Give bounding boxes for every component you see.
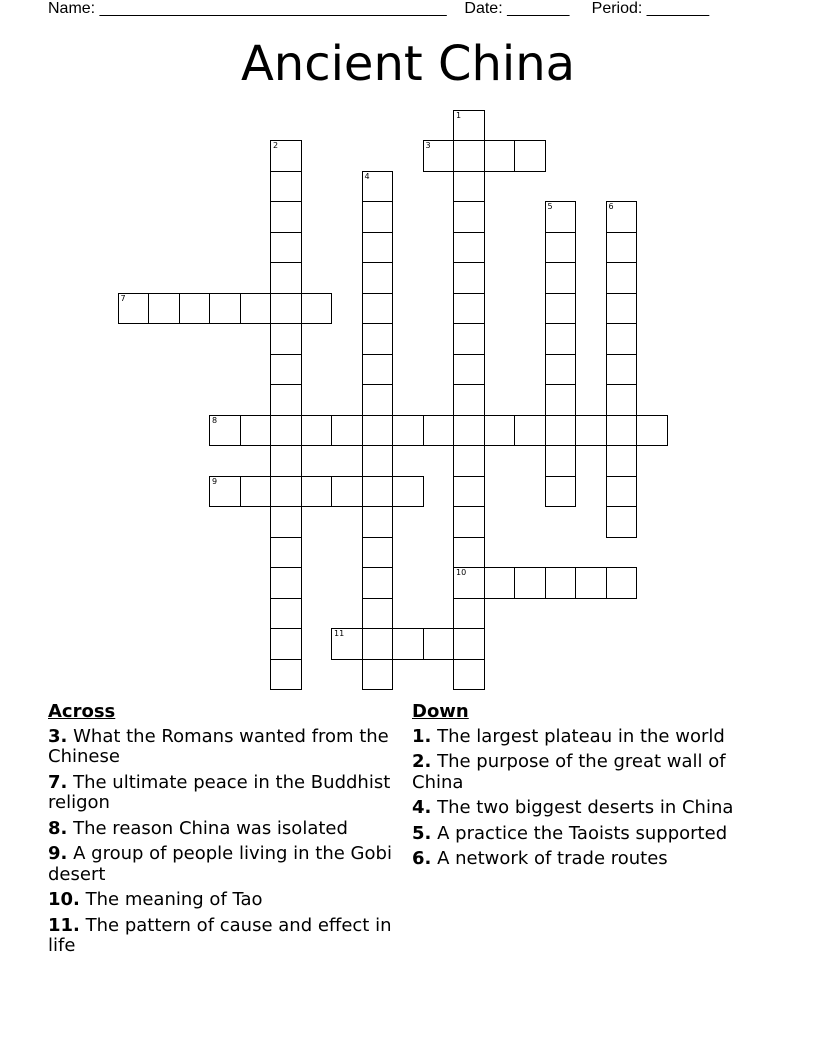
- across-heading: Across: [48, 701, 116, 722]
- crossword-cell[interactable]: [301, 476, 333, 508]
- across-clue: [48, 844, 400, 885]
- clue-number: 8.: [48, 817, 68, 839]
- crossword-cell[interactable]: [453, 354, 485, 386]
- name-field[interactable]: _______________________________________: [99, 0, 447, 17]
- crossword-cell[interactable]: [453, 384, 485, 416]
- crossword-cell[interactable]: [606, 262, 638, 294]
- crossword-cell[interactable]: [453, 171, 485, 203]
- crossword-cell[interactable]: [453, 110, 485, 142]
- clue-number: 2.: [412, 751, 432, 772]
- crossword-cell[interactable]: [484, 140, 516, 172]
- crossword-cell[interactable]: [362, 476, 394, 508]
- crossword-cell[interactable]: [453, 659, 485, 691]
- across-clue: [48, 890, 400, 911]
- crossword-cell[interactable]: [453, 140, 485, 172]
- cell-number: 2: [273, 141, 279, 150]
- crossword-cell[interactable]: [575, 415, 607, 447]
- crossword-cell[interactable]: [606, 354, 638, 386]
- crossword-cell[interactable]: [118, 293, 150, 325]
- crossword-cell[interactable]: [362, 537, 394, 569]
- crossword-cell[interactable]: [362, 659, 394, 691]
- crossword-cell[interactable]: [453, 476, 485, 508]
- crossword-cell[interactable]: [270, 323, 302, 355]
- crossword-cell[interactable]: [453, 262, 485, 294]
- clue-text: The meaning of Tao: [85, 889, 263, 910]
- crossword-cell[interactable]: [270, 476, 302, 508]
- crossword-cell[interactable]: [270, 201, 302, 233]
- crossword-cell[interactable]: [545, 415, 577, 447]
- crossword-cell[interactable]: [240, 293, 272, 325]
- crossword-cell[interactable]: [270, 140, 302, 172]
- crossword-cell[interactable]: [606, 293, 638, 325]
- down-clue: [412, 849, 742, 870]
- crossword-cell[interactable]: [331, 415, 363, 447]
- clue-text: A network of trade routes: [437, 848, 668, 869]
- date-field[interactable]: _______: [507, 0, 570, 17]
- crossword-cell[interactable]: [606, 415, 638, 447]
- page-title: Ancient China: [240, 36, 576, 92]
- crossword-cell[interactable]: [606, 476, 638, 508]
- crossword-cell[interactable]: [453, 567, 485, 599]
- name-label: Name:: [48, 0, 96, 17]
- crossword-cell[interactable]: [423, 140, 455, 172]
- crossword-cell[interactable]: [423, 415, 455, 447]
- down-heading: Down: [412, 701, 469, 722]
- crossword-cell[interactable]: [362, 354, 394, 386]
- crossword-cell[interactable]: [240, 415, 272, 447]
- crossword-cell[interactable]: [453, 598, 485, 630]
- clue-text: The pattern of cause and effect in life: [48, 914, 392, 956]
- crossword-cell[interactable]: [453, 201, 485, 233]
- crossword-cell[interactable]: [514, 140, 546, 172]
- cell-number: 5: [547, 202, 553, 211]
- crossword-cell[interactable]: [392, 628, 424, 660]
- crossword-cell[interactable]: [453, 628, 485, 660]
- crossword-cell[interactable]: [301, 293, 333, 325]
- crossword-cell[interactable]: [392, 476, 424, 508]
- across-clue: [48, 773, 400, 814]
- cell-number: 6: [608, 202, 614, 211]
- crossword-cell[interactable]: [545, 232, 577, 264]
- down-clue: [412, 824, 742, 845]
- crossword-cell[interactable]: [484, 415, 516, 447]
- crossword-cell[interactable]: [362, 445, 394, 477]
- crossword-cell[interactable]: [545, 354, 577, 386]
- crossword-cell[interactable]: [148, 293, 180, 325]
- crossword-cell[interactable]: [545, 323, 577, 355]
- clue-text: The ultimate peace in the Buddhist religon: [48, 771, 391, 813]
- crossword-cell[interactable]: [362, 171, 394, 203]
- clue-number: 1.: [412, 725, 432, 747]
- clue-number: 7.: [48, 771, 68, 793]
- crossword-cell[interactable]: [606, 323, 638, 355]
- crossword-cell[interactable]: [209, 293, 241, 325]
- crossword-cell[interactable]: [453, 293, 485, 325]
- crossword-cell[interactable]: [362, 323, 394, 355]
- crossword-cell[interactable]: [362, 384, 394, 416]
- clue-number: 5.: [412, 822, 432, 844]
- crossword-cell[interactable]: [270, 598, 302, 630]
- clue-number: 11.: [48, 914, 80, 936]
- cell-number: 11: [334, 629, 345, 638]
- down-clues: [412, 702, 742, 875]
- clue-text: The two biggest deserts in China: [437, 797, 734, 818]
- crossword-cell[interactable]: [606, 201, 638, 233]
- crossword-cell[interactable]: [362, 293, 394, 325]
- cell-number: 8: [212, 415, 218, 425]
- across-clue: [48, 819, 400, 840]
- crossword-cell[interactable]: [270, 445, 302, 477]
- crossword-cell[interactable]: [514, 567, 546, 599]
- crossword-cell[interactable]: [606, 506, 638, 538]
- crossword-cell[interactable]: [453, 506, 485, 538]
- crossword-cell[interactable]: [453, 232, 485, 264]
- down-clue: [412, 727, 742, 748]
- crossword-cell[interactable]: [392, 415, 424, 447]
- crossword-cell[interactable]: [362, 262, 394, 294]
- cell-number: 7: [120, 293, 126, 303]
- across-clues: [48, 702, 400, 962]
- crossword-cell[interactable]: [453, 445, 485, 477]
- clue-text: What the Romans wanted from the Chinese: [48, 725, 389, 767]
- crossword-cell[interactable]: [270, 262, 302, 294]
- crossword-cell[interactable]: [606, 232, 638, 264]
- crossword-cell[interactable]: [606, 567, 638, 599]
- clue-text: The largest plateau in the world: [437, 725, 725, 747]
- cell-number: 9: [212, 476, 218, 486]
- period-label: Period:: [591, 0, 643, 17]
- crossword-cell[interactable]: [362, 506, 394, 538]
- crossword-cell[interactable]: [270, 354, 302, 386]
- crossword-cell[interactable]: [331, 476, 363, 508]
- crossword-cell[interactable]: [423, 628, 455, 660]
- clue-text: The purpose of the great wall of China: [412, 751, 726, 793]
- crossword-cell[interactable]: [606, 445, 638, 477]
- crossword-cell[interactable]: [545, 201, 577, 233]
- crossword-cell[interactable]: [270, 628, 302, 660]
- crossword-cell[interactable]: [545, 567, 577, 599]
- crossword-cell[interactable]: [453, 537, 485, 569]
- crossword-cell[interactable]: [270, 506, 302, 538]
- crossword-cell[interactable]: [362, 232, 394, 264]
- clue-number: 10.: [48, 889, 80, 910]
- clue-number: 3.: [48, 725, 68, 747]
- crossword-cell[interactable]: [545, 445, 577, 477]
- crossword-cell[interactable]: [270, 293, 302, 325]
- crossword-cell[interactable]: [484, 567, 516, 599]
- crossword-cell[interactable]: [545, 262, 577, 294]
- crossword-cell[interactable]: [270, 415, 302, 447]
- clue-number: 9.: [48, 843, 68, 864]
- crossword-cell[interactable]: [301, 415, 333, 447]
- crossword-cell[interactable]: [606, 384, 638, 416]
- clue-text: A practice the Taoists supported: [437, 822, 728, 844]
- down-clue: [412, 752, 742, 793]
- clue-text: The reason China was isolated: [73, 817, 348, 839]
- crossword-cell[interactable]: [545, 384, 577, 416]
- crossword-cell[interactable]: [514, 415, 546, 447]
- crossword-cell[interactable]: [362, 598, 394, 630]
- crossword-cell[interactable]: [270, 171, 302, 203]
- crossword-cell[interactable]: [362, 628, 394, 660]
- cell-number: 4: [364, 171, 370, 181]
- crossword-cell[interactable]: [270, 659, 302, 691]
- cell-number: 3: [425, 141, 431, 150]
- crossword-cell[interactable]: [331, 628, 363, 660]
- crossword-cell[interactable]: [545, 476, 577, 508]
- clue-number: 4.: [412, 797, 432, 818]
- crossword-cell[interactable]: [453, 323, 485, 355]
- crossword-cell[interactable]: [362, 567, 394, 599]
- across-clue: [48, 727, 400, 768]
- crossword-cell[interactable]: [240, 476, 272, 508]
- crossword-cell[interactable]: [270, 232, 302, 264]
- crossword-cell[interactable]: [362, 201, 394, 233]
- crossword-cell[interactable]: [179, 293, 211, 325]
- crossword-cell[interactable]: [575, 567, 607, 599]
- date-label: Date:: [464, 0, 503, 17]
- down-clue: [412, 798, 742, 819]
- crossword-cell[interactable]: [453, 415, 485, 447]
- crossword-cell[interactable]: [209, 415, 241, 447]
- crossword-cell[interactable]: [209, 476, 241, 508]
- across-clue: [48, 916, 400, 957]
- clue-number: 6.: [412, 848, 432, 869]
- clue-text: A group of people living in the Gobi desert: [48, 843, 392, 885]
- period-field[interactable]: _______: [646, 0, 710, 17]
- crossword-cell[interactable]: [362, 415, 394, 447]
- crossword-cell[interactable]: [270, 384, 302, 416]
- crossword-cell[interactable]: [636, 415, 668, 447]
- crossword-cell[interactable]: [545, 293, 577, 325]
- cell-number: 1: [456, 110, 462, 120]
- crossword-cell[interactable]: [270, 567, 302, 599]
- crossword-cell[interactable]: [270, 537, 302, 569]
- cell-number: 10: [456, 568, 467, 577]
